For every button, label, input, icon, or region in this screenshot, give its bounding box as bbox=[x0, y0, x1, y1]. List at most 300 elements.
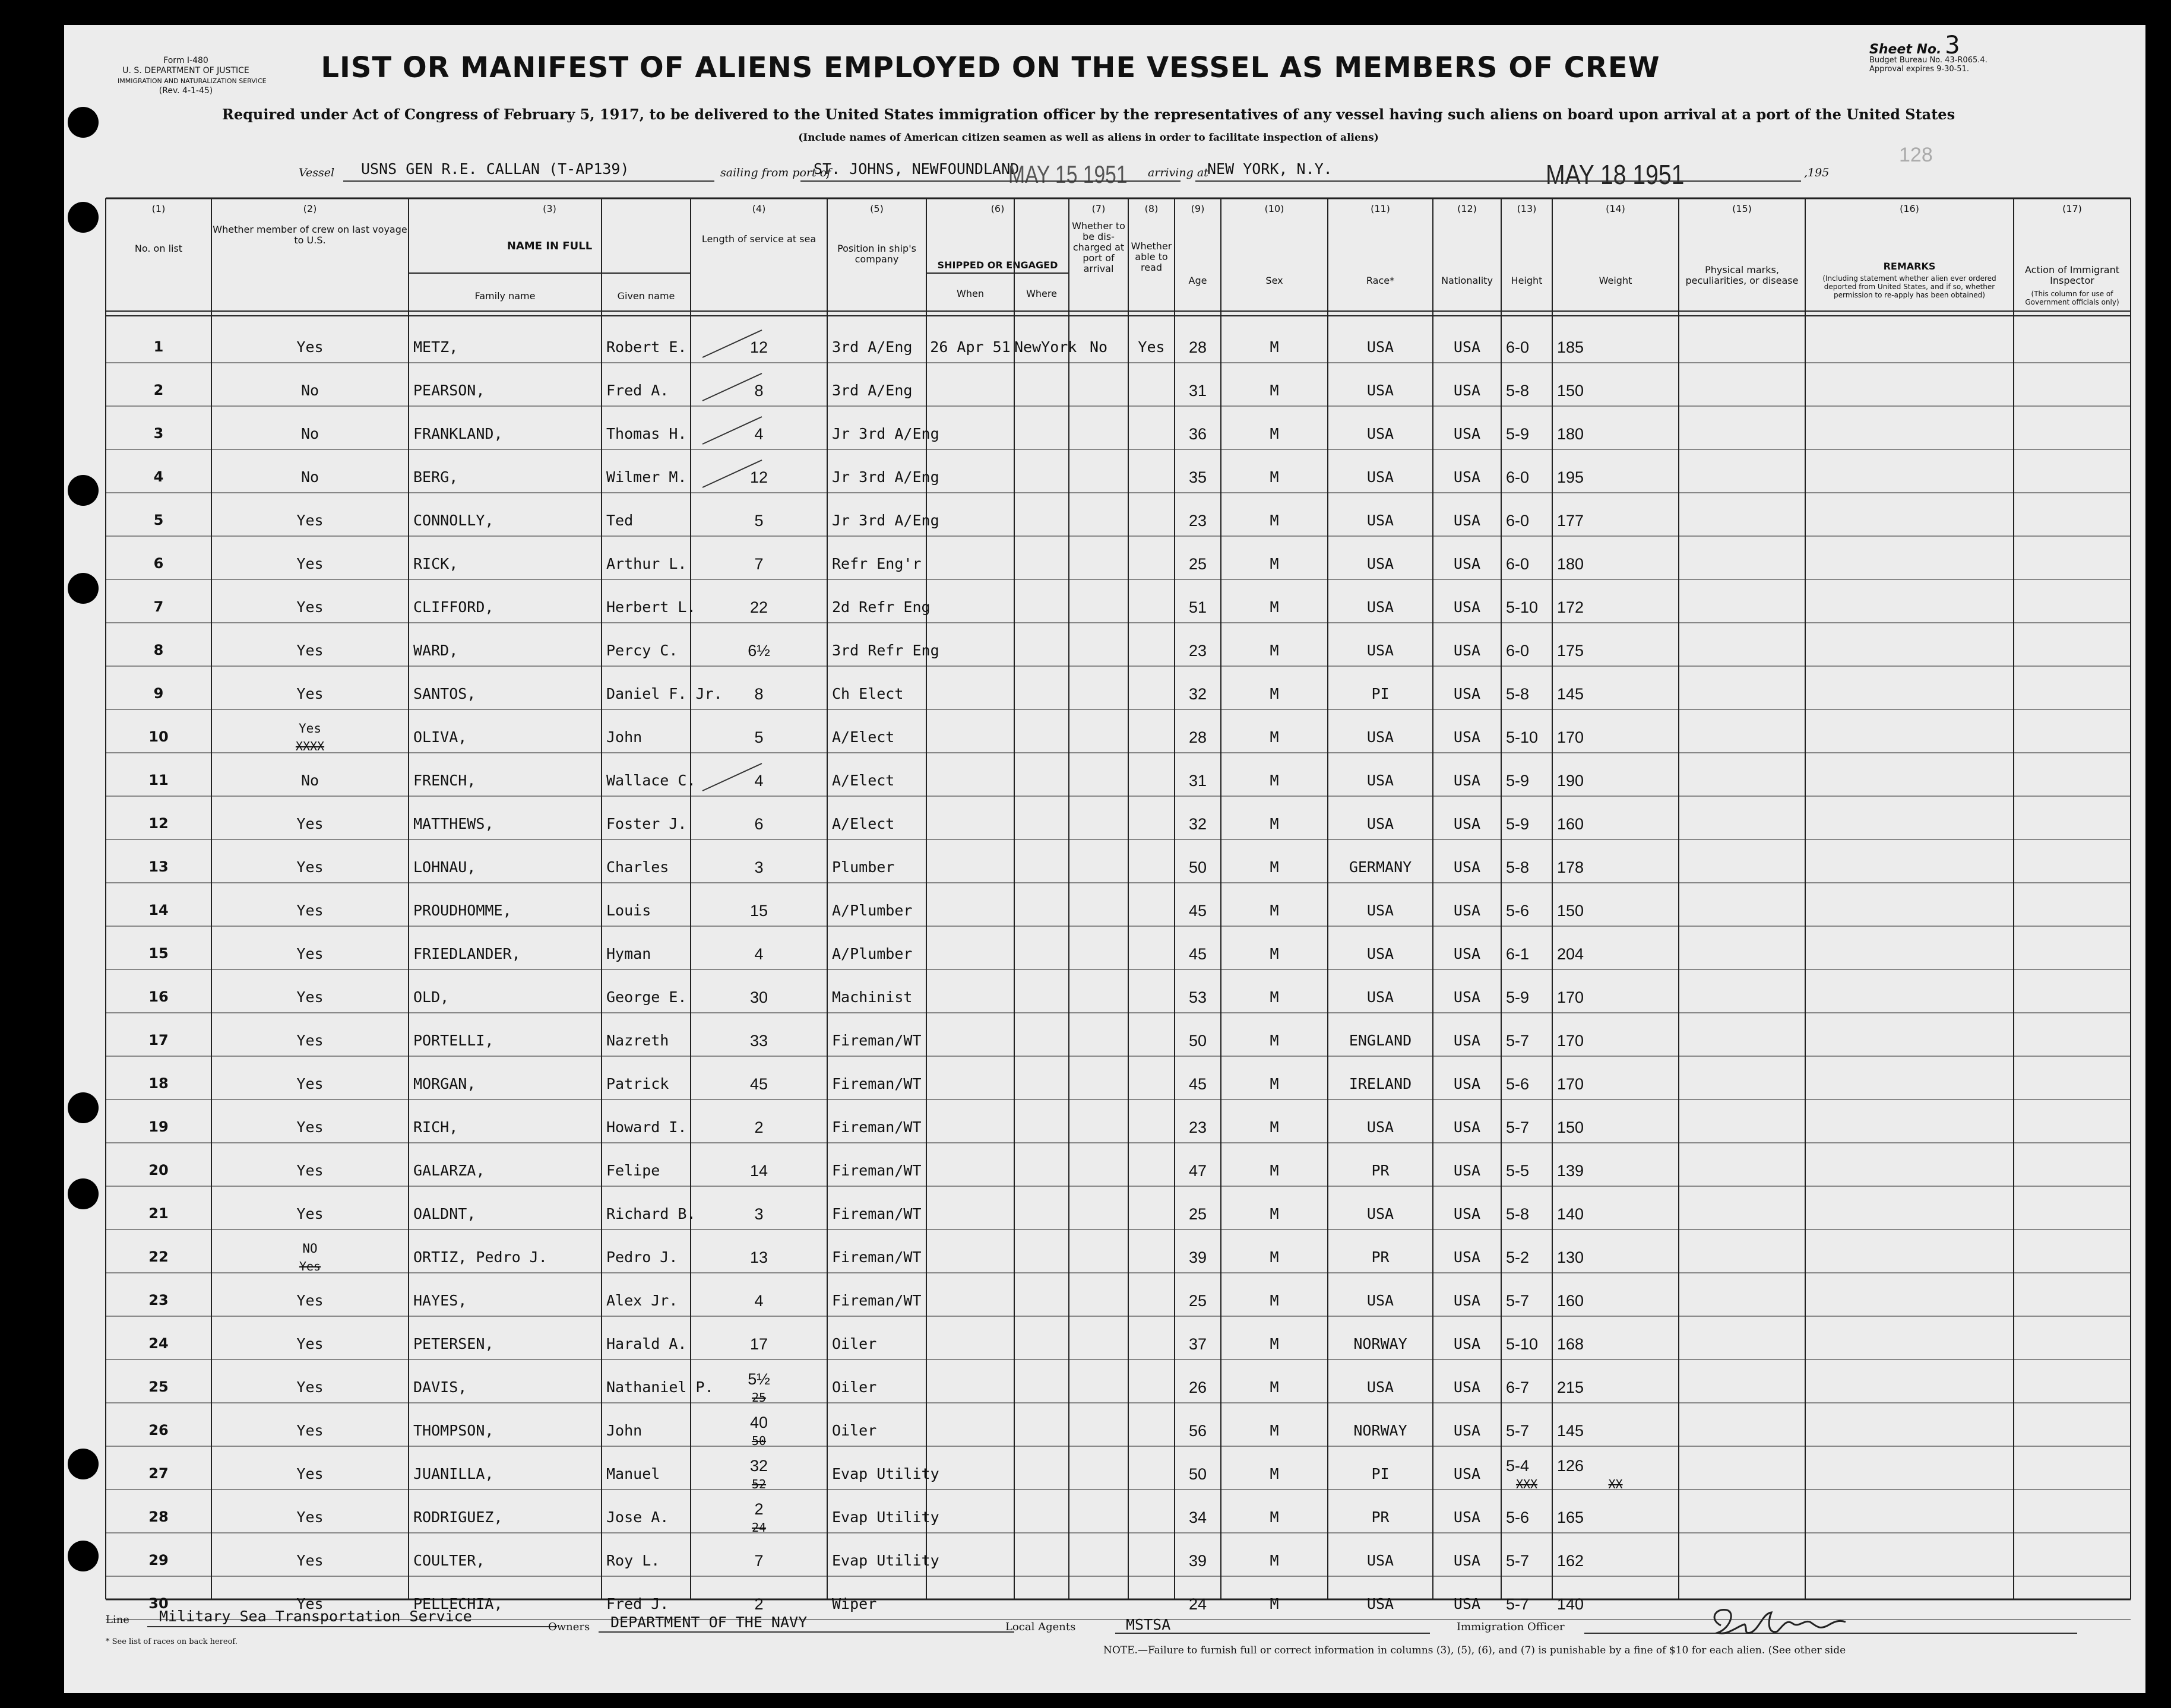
cell-family: LOHNAU, bbox=[413, 858, 476, 876]
cell-weight: 177 bbox=[1557, 512, 1584, 530]
sailing-label: sailing from port of bbox=[720, 166, 831, 179]
cell-given: Manuel bbox=[606, 1465, 660, 1482]
cell-age: 23 bbox=[1188, 642, 1207, 660]
cell-family: FRANKLAND, bbox=[413, 425, 503, 442]
cell-family: COULTER, bbox=[413, 1552, 485, 1569]
cell-weight: 145 bbox=[1557, 685, 1584, 703]
cell-given: Percy C. bbox=[606, 642, 678, 659]
cell-nationality: USA bbox=[1453, 1422, 1481, 1439]
cell-age: 51 bbox=[1188, 598, 1207, 616]
cell-family: OLD, bbox=[413, 988, 450, 1006]
cell-given: Patrick bbox=[606, 1075, 669, 1092]
cell-nationality: USA bbox=[1453, 1292, 1481, 1309]
cell-when: 26 Apr 51 bbox=[930, 338, 1011, 356]
cell-weight: 168 bbox=[1557, 1335, 1584, 1353]
header-whether-member: Whether member of crew on last voyage to U.S. bbox=[213, 224, 407, 246]
cell-sex: M bbox=[1270, 1422, 1279, 1439]
cell-family: ORTIZ, Pedro J. bbox=[413, 1248, 548, 1266]
arrival-date-stamp: MAY 18 1951 bbox=[1546, 159, 1685, 190]
cell-position: A/Plumber bbox=[832, 945, 913, 962]
cell-family: CLIFFORD, bbox=[413, 598, 494, 616]
cell-height: 5-9 bbox=[1506, 988, 1530, 1006]
cell-race: PR bbox=[1371, 1162, 1390, 1179]
cell-sex: M bbox=[1270, 1509, 1279, 1526]
cell-member: Yes bbox=[296, 598, 324, 616]
cell-family: RODRIGUEZ, bbox=[413, 1509, 503, 1526]
cell-height: 6-7 bbox=[1506, 1379, 1530, 1396]
cell-weight: 140 bbox=[1557, 1205, 1584, 1223]
row-number: 13 bbox=[148, 858, 169, 875]
cell-member: Yes bbox=[296, 512, 324, 529]
cell-age: 45 bbox=[1188, 1075, 1207, 1093]
header-given-name: Given name bbox=[617, 290, 675, 302]
cell-age: 45 bbox=[1188, 945, 1207, 963]
cell-nationality: USA bbox=[1453, 728, 1481, 746]
cell-weight: 145 bbox=[1557, 1422, 1584, 1440]
cell-position: Fireman/WT bbox=[832, 1075, 922, 1092]
cell-sex: M bbox=[1270, 1162, 1279, 1179]
sheet-number: Sheet No. 3 Budget Bureau No. 43-R065.4. Approval expires 9-30-51. bbox=[1869, 30, 1988, 74]
column-number: (17) bbox=[2062, 203, 2082, 214]
cell-race: IRELAND bbox=[1349, 1075, 1412, 1092]
row-number: 11 bbox=[148, 772, 169, 788]
cell-position: Machinist bbox=[832, 988, 913, 1006]
cell-race: PI bbox=[1371, 685, 1390, 702]
cell-service: 17 bbox=[749, 1335, 768, 1353]
cell-member: Yes bbox=[296, 858, 324, 876]
column-number: (12) bbox=[1457, 203, 1477, 214]
cell-member: No bbox=[300, 772, 319, 789]
cell-height: 6-1 bbox=[1506, 945, 1530, 963]
cell-service: 4 bbox=[754, 772, 764, 790]
faint-stamp: 128 bbox=[1899, 144, 1933, 166]
binder-hole bbox=[68, 1092, 99, 1123]
cell-service: 8 bbox=[754, 685, 764, 703]
arriving-label: arriving at bbox=[1148, 166, 1208, 179]
cell-height: 5-10 bbox=[1506, 598, 1539, 616]
owners-label: Owners bbox=[548, 1621, 590, 1633]
cell-given: Felipe bbox=[606, 1162, 660, 1179]
row-number: 21 bbox=[148, 1205, 169, 1222]
cell-sex: M bbox=[1270, 1075, 1279, 1092]
cell-height: 5-5 bbox=[1506, 1162, 1530, 1180]
header-remarks: REMARKS bbox=[1883, 261, 1936, 272]
cell-position: Refr Eng'r bbox=[832, 555, 922, 572]
cell-age: 24 bbox=[1188, 1595, 1207, 1613]
cell-nationality: USA bbox=[1453, 1379, 1481, 1396]
cell-height: 6-0 bbox=[1506, 338, 1530, 356]
cell-nationality: USA bbox=[1453, 642, 1481, 659]
cell-given: Foster J. bbox=[606, 815, 687, 832]
cell-sex: M bbox=[1270, 945, 1279, 962]
binder-hole bbox=[68, 107, 99, 138]
row-number: 30 bbox=[148, 1595, 169, 1612]
header-shipped-engaged: SHIPPED OR ENGAGED bbox=[937, 259, 1058, 271]
line-label: Line bbox=[106, 1614, 129, 1626]
cell-nationality: USA bbox=[1453, 598, 1481, 616]
header-race: Race* bbox=[1366, 275, 1395, 286]
column-number: (4) bbox=[752, 203, 766, 214]
cell-weight: 162 bbox=[1557, 1552, 1584, 1570]
cell-race: USA bbox=[1366, 425, 1394, 442]
cell-sex: M bbox=[1270, 1335, 1279, 1352]
cell-given: John bbox=[606, 728, 643, 746]
header-discharged: Whether to be dis-charged at port of arrival bbox=[1072, 220, 1125, 274]
cell-weight: 180 bbox=[1557, 555, 1584, 573]
year-suffix: ,195 bbox=[1804, 166, 1830, 179]
cell-height: 5-10 bbox=[1506, 728, 1539, 746]
sailing-port: ST. JOHNS, NEWFOUNDLAND bbox=[814, 160, 1020, 178]
cell-family: JUANILLA, bbox=[413, 1465, 494, 1482]
cell-sex: M bbox=[1270, 382, 1279, 399]
cell-weight: 195 bbox=[1557, 468, 1584, 486]
cell-member: Yes bbox=[296, 902, 324, 919]
cell-weight: 126 bbox=[1557, 1457, 1584, 1475]
sailing-date-stamp: MAY 15 1951 bbox=[1008, 160, 1128, 188]
cell-sex: M bbox=[1270, 988, 1279, 1006]
row-number: 14 bbox=[148, 902, 169, 918]
cell-given: Richard B. bbox=[606, 1205, 696, 1222]
cell-nationality: USA bbox=[1453, 1162, 1481, 1179]
cell-height: 5-7 bbox=[1506, 1422, 1530, 1440]
row-number: 2 bbox=[153, 382, 164, 398]
cell-age: 31 bbox=[1188, 382, 1207, 400]
row-number: 22 bbox=[148, 1248, 169, 1265]
required-statement: Required under Act of Congress of February 5, 1917, to be delivered to the United States immigration officer by the representatives of any vessel having such aliens on board upon arrival at a port of the United States bbox=[221, 106, 1955, 123]
cell-height: 5-7 bbox=[1506, 1552, 1530, 1570]
cell-member: Yes bbox=[296, 1422, 324, 1439]
cell-nationality: USA bbox=[1453, 1552, 1481, 1569]
cell-member: No bbox=[300, 382, 319, 399]
row-number: 3 bbox=[153, 425, 164, 442]
binder-hole bbox=[68, 1178, 99, 1209]
row-number: 1 bbox=[153, 338, 164, 355]
cell-race: PR bbox=[1371, 1509, 1390, 1526]
cell-given: Nazreth bbox=[606, 1032, 669, 1049]
cell-race: NORWAY bbox=[1353, 1335, 1407, 1352]
header-weight: Weight bbox=[1599, 275, 1632, 286]
cell-given: Charles bbox=[606, 858, 669, 876]
cell-position: Jr 3rd A/Eng bbox=[832, 425, 939, 442]
cell-member: Yes bbox=[296, 1205, 324, 1222]
cell-service: 5½ bbox=[748, 1370, 770, 1388]
cell-discharged: No bbox=[1089, 338, 1108, 356]
cell-service: 12 bbox=[749, 338, 768, 356]
row-number: 9 bbox=[153, 685, 164, 702]
row-number: 20 bbox=[148, 1162, 169, 1178]
column-number: (16) bbox=[1900, 203, 1919, 214]
cell-family: MATTHEWS, bbox=[413, 815, 494, 832]
officer-signature bbox=[1703, 1602, 1852, 1643]
cell-family: WARD, bbox=[413, 642, 458, 659]
cell-nationality: USA bbox=[1453, 815, 1481, 832]
cell-height: 5-6 bbox=[1506, 1075, 1530, 1093]
cell-nationality: USA bbox=[1453, 468, 1481, 486]
cell-member: Yes bbox=[296, 1292, 324, 1309]
column-number: (3) bbox=[543, 203, 556, 214]
cell-position: 3rd Refr Eng bbox=[832, 642, 939, 659]
cell-member: Yes bbox=[296, 338, 324, 356]
manifest-page bbox=[64, 25, 2145, 1693]
cell-weight: 140 bbox=[1557, 1595, 1584, 1613]
agents-label: Local Agents bbox=[1005, 1621, 1076, 1633]
cell-given: Robert E. bbox=[606, 338, 687, 356]
cell-service: 13 bbox=[749, 1248, 768, 1266]
cell-weight: 175 bbox=[1557, 642, 1584, 660]
cell-given: Hyman bbox=[606, 945, 651, 962]
cell-family: MORGAN, bbox=[413, 1075, 476, 1092]
header-when: When bbox=[957, 288, 984, 299]
cell-member: Yes bbox=[296, 1552, 324, 1569]
cell-nationality: USA bbox=[1453, 1509, 1481, 1526]
cell-weight: 170 bbox=[1557, 1032, 1584, 1050]
cell-given: Ted bbox=[606, 512, 634, 529]
row-number: 28 bbox=[148, 1509, 169, 1525]
cell-age: 50 bbox=[1188, 858, 1207, 876]
row-number: 15 bbox=[148, 945, 169, 962]
cell-sex: M bbox=[1270, 425, 1279, 442]
cell-family: PETERSEN, bbox=[413, 1335, 494, 1352]
cell-position: Plumber bbox=[832, 858, 895, 876]
cell-age: 25 bbox=[1188, 1292, 1207, 1310]
penalty-note: NOTE.—Failure to furnish full or correct information in columns (3), (5), (6), and (7) is punishable by a fine of $10 for each alien. (See other side bbox=[1103, 1644, 1846, 1656]
cell-family: THOMPSON, bbox=[413, 1422, 494, 1439]
cell-family: FRIEDLANDER, bbox=[413, 945, 521, 962]
column-number: (1) bbox=[151, 203, 166, 214]
cell-service: 4 bbox=[754, 1292, 764, 1310]
cell-height: 5-4 bbox=[1506, 1457, 1530, 1475]
cell-position: Fireman/WT bbox=[832, 1118, 922, 1136]
cell-service: 33 bbox=[749, 1032, 768, 1050]
cell-nationality: USA bbox=[1453, 772, 1481, 789]
cell-nationality: USA bbox=[1453, 555, 1481, 572]
row-number: 16 bbox=[148, 988, 169, 1005]
cell-position: Jr 3rd A/Eng bbox=[832, 512, 939, 529]
header-family-name: Family name bbox=[474, 290, 536, 302]
cell-height: 5-8 bbox=[1506, 382, 1530, 400]
cell-position: 2d Refr Eng bbox=[832, 598, 931, 616]
cell-weight: 139 bbox=[1557, 1162, 1584, 1180]
cell-age: 36 bbox=[1188, 425, 1207, 443]
row-number: 19 bbox=[148, 1118, 169, 1135]
header-height: Height bbox=[1511, 275, 1543, 286]
cell-age: 45 bbox=[1188, 902, 1207, 920]
cell-service: 45 bbox=[749, 1075, 768, 1093]
cell-nationality: USA bbox=[1453, 1335, 1481, 1352]
cell-height: 5-7 bbox=[1506, 1595, 1530, 1613]
cell-position: A/Plumber bbox=[832, 902, 913, 919]
cell-age: 28 bbox=[1188, 338, 1207, 356]
cell-height: 5-8 bbox=[1506, 1205, 1530, 1223]
cell-height: 5-6 bbox=[1506, 902, 1530, 920]
cell-service: 3 bbox=[754, 1205, 764, 1223]
cell-race: GERMANY bbox=[1349, 858, 1412, 876]
row-number: 18 bbox=[148, 1075, 169, 1092]
header-position: Position in ship's company bbox=[837, 243, 916, 265]
cell-weight: 204 bbox=[1557, 945, 1584, 963]
cell-sex: M bbox=[1270, 1595, 1279, 1612]
cell-height: 5-10 bbox=[1506, 1335, 1539, 1353]
row-number: 29 bbox=[148, 1552, 169, 1568]
cell-race: USA bbox=[1366, 598, 1394, 616]
cell-service: 30 bbox=[749, 988, 768, 1006]
cell-age: 37 bbox=[1188, 1335, 1207, 1353]
column-number: (10) bbox=[1264, 203, 1284, 214]
cell-sex: M bbox=[1270, 1032, 1279, 1049]
cell-race: USA bbox=[1366, 1552, 1394, 1569]
binder-hole bbox=[68, 1541, 99, 1571]
row-number: 8 bbox=[153, 642, 164, 658]
cell-race: USA bbox=[1366, 1595, 1394, 1612]
cell-nationality: USA bbox=[1453, 1595, 1481, 1612]
cell-race: USA bbox=[1366, 772, 1394, 789]
cell-race: USA bbox=[1366, 728, 1394, 746]
cell-family: BERG, bbox=[413, 468, 458, 486]
column-number: (14) bbox=[1606, 203, 1625, 214]
cell-position: A/Elect bbox=[832, 728, 895, 746]
row-number: 4 bbox=[153, 468, 164, 485]
cell-height: 6-0 bbox=[1506, 468, 1530, 486]
column-number: (6) bbox=[990, 203, 1005, 214]
cell-weight: 185 bbox=[1557, 338, 1584, 356]
races-footnote: * See list of races on back hereof. bbox=[106, 1637, 238, 1646]
struck-member_struck: Yes bbox=[299, 1259, 321, 1273]
cell-member: Yes bbox=[296, 642, 324, 659]
cell-weight: 178 bbox=[1557, 858, 1584, 876]
cell-sex: M bbox=[1270, 1379, 1279, 1396]
row-number: 26 bbox=[148, 1422, 169, 1438]
cell-service: 32 bbox=[749, 1457, 768, 1475]
cell-given: Thomas H. bbox=[606, 425, 687, 442]
form-identifier: Form I-480 U. S. DEPARTMENT OF JUSTICE IMMIGRATION AND NATURALIZATION SERVICE (Rev. 4-1-45) bbox=[118, 56, 267, 96]
cell-weight: 172 bbox=[1557, 598, 1584, 616]
arrival-port: NEW YORK, N.Y. bbox=[1207, 160, 1333, 178]
cell-family: GALARZA, bbox=[413, 1162, 485, 1179]
cell-service: 14 bbox=[749, 1162, 768, 1180]
row-number: 5 bbox=[153, 512, 164, 528]
cell-age: 39 bbox=[1188, 1552, 1207, 1570]
cell-nationality: USA bbox=[1453, 512, 1481, 529]
cell-race: NORWAY bbox=[1353, 1422, 1407, 1439]
cell-family: METZ, bbox=[413, 338, 458, 356]
cell-service: 22 bbox=[749, 598, 768, 616]
cell-weight: 170 bbox=[1557, 728, 1584, 746]
cell-sex: M bbox=[1270, 728, 1279, 746]
cell-where: NewYork bbox=[1014, 338, 1077, 356]
cell-age: 25 bbox=[1188, 555, 1207, 573]
cell-race: USA bbox=[1366, 512, 1394, 529]
cell-member: Yes bbox=[296, 988, 324, 1006]
cell-nationality: USA bbox=[1453, 382, 1481, 399]
cell-family: PORTELLI, bbox=[413, 1032, 494, 1049]
row-number: 25 bbox=[148, 1379, 169, 1395]
cell-race: USA bbox=[1366, 382, 1394, 399]
cell-member: Yes bbox=[296, 1595, 324, 1612]
cell-service: 6½ bbox=[748, 642, 770, 660]
cell-given: Daniel F. Jr. bbox=[606, 685, 723, 702]
binder-hole bbox=[68, 1449, 99, 1479]
column-number: (7) bbox=[1091, 203, 1106, 214]
cell-member: Yes bbox=[296, 815, 324, 832]
cell-position: 3rd A/Eng bbox=[832, 338, 913, 356]
cell-age: 23 bbox=[1188, 512, 1207, 530]
cell-service: 3 bbox=[754, 858, 764, 876]
cell-height: 5-9 bbox=[1506, 425, 1530, 443]
cell-position: Fireman/WT bbox=[832, 1205, 922, 1222]
cell-sex: M bbox=[1270, 902, 1279, 919]
agents-value: MSTSA bbox=[1126, 1616, 1171, 1633]
cell-position: Oiler bbox=[832, 1335, 877, 1352]
cell-member: Yes bbox=[299, 721, 321, 736]
cell-age: 32 bbox=[1188, 815, 1207, 833]
cell-sex: M bbox=[1270, 1292, 1279, 1309]
cell-sex: M bbox=[1270, 1465, 1279, 1482]
cell-given: Harald A. bbox=[606, 1335, 687, 1352]
cell-member: Yes bbox=[296, 1118, 324, 1136]
cell-service: 2 bbox=[754, 1595, 764, 1613]
cell-sex: M bbox=[1270, 815, 1279, 832]
cell-service: 5 bbox=[754, 728, 764, 746]
struck-height_struck: XXX bbox=[1515, 1477, 1538, 1491]
cell-race: USA bbox=[1366, 1379, 1394, 1396]
header-length-service: Length of service at sea bbox=[701, 233, 817, 245]
cell-member: No bbox=[300, 425, 319, 442]
cell-member: Yes bbox=[296, 555, 324, 572]
cell-given: Wallace C. bbox=[606, 772, 696, 789]
officer-label: Immigration Officer bbox=[1457, 1621, 1565, 1633]
cell-member: Yes bbox=[296, 1379, 324, 1396]
cell-weight: 190 bbox=[1557, 772, 1584, 790]
row-number: 7 bbox=[153, 598, 164, 615]
cell-age: 23 bbox=[1188, 1118, 1207, 1136]
cell-weight: 180 bbox=[1557, 425, 1584, 443]
cell-sex: M bbox=[1270, 685, 1279, 702]
cell-sex: M bbox=[1270, 555, 1279, 572]
cell-position: Evap Utility bbox=[832, 1465, 939, 1482]
cell-race: USA bbox=[1366, 815, 1394, 832]
cell-member: NO bbox=[302, 1241, 318, 1256]
cell-nationality: USA bbox=[1453, 425, 1481, 442]
header-name-in-full: NAME IN FULL bbox=[507, 240, 593, 252]
cell-family: PROUDHOMME, bbox=[413, 902, 512, 919]
header-where: Where bbox=[1026, 288, 1057, 299]
row-number: 23 bbox=[148, 1292, 169, 1308]
cell-height: 6-0 bbox=[1506, 512, 1530, 530]
cell-sex: M bbox=[1270, 1118, 1279, 1136]
cell-family: OALDNT, bbox=[413, 1205, 476, 1222]
cell-race: USA bbox=[1366, 338, 1394, 356]
cell-family: OLIVA, bbox=[413, 728, 467, 746]
cell-weight: 150 bbox=[1557, 902, 1584, 920]
column-number: (15) bbox=[1732, 203, 1752, 214]
cell-member: Yes bbox=[296, 1032, 324, 1049]
cell-given: Fred J. bbox=[606, 1595, 669, 1612]
cell-nationality: USA bbox=[1453, 1248, 1481, 1266]
cell-service: 7 bbox=[754, 1552, 764, 1570]
cell-sex: M bbox=[1270, 468, 1279, 486]
column-number: (8) bbox=[1144, 203, 1159, 214]
cell-weight: 150 bbox=[1557, 382, 1584, 400]
cell-position: Fireman/WT bbox=[832, 1292, 922, 1309]
cell-sex: M bbox=[1270, 512, 1279, 529]
struck-member_struck: XXXX bbox=[295, 739, 325, 753]
cell-nationality: USA bbox=[1453, 988, 1481, 1006]
cell-weight: 160 bbox=[1557, 1292, 1584, 1310]
cell-height: 5-7 bbox=[1506, 1292, 1530, 1310]
cell-race: ENGLAND bbox=[1349, 1032, 1412, 1049]
cell-service: 12 bbox=[749, 468, 768, 486]
header-action: Action of Immigrant Inspector bbox=[2025, 264, 2119, 286]
